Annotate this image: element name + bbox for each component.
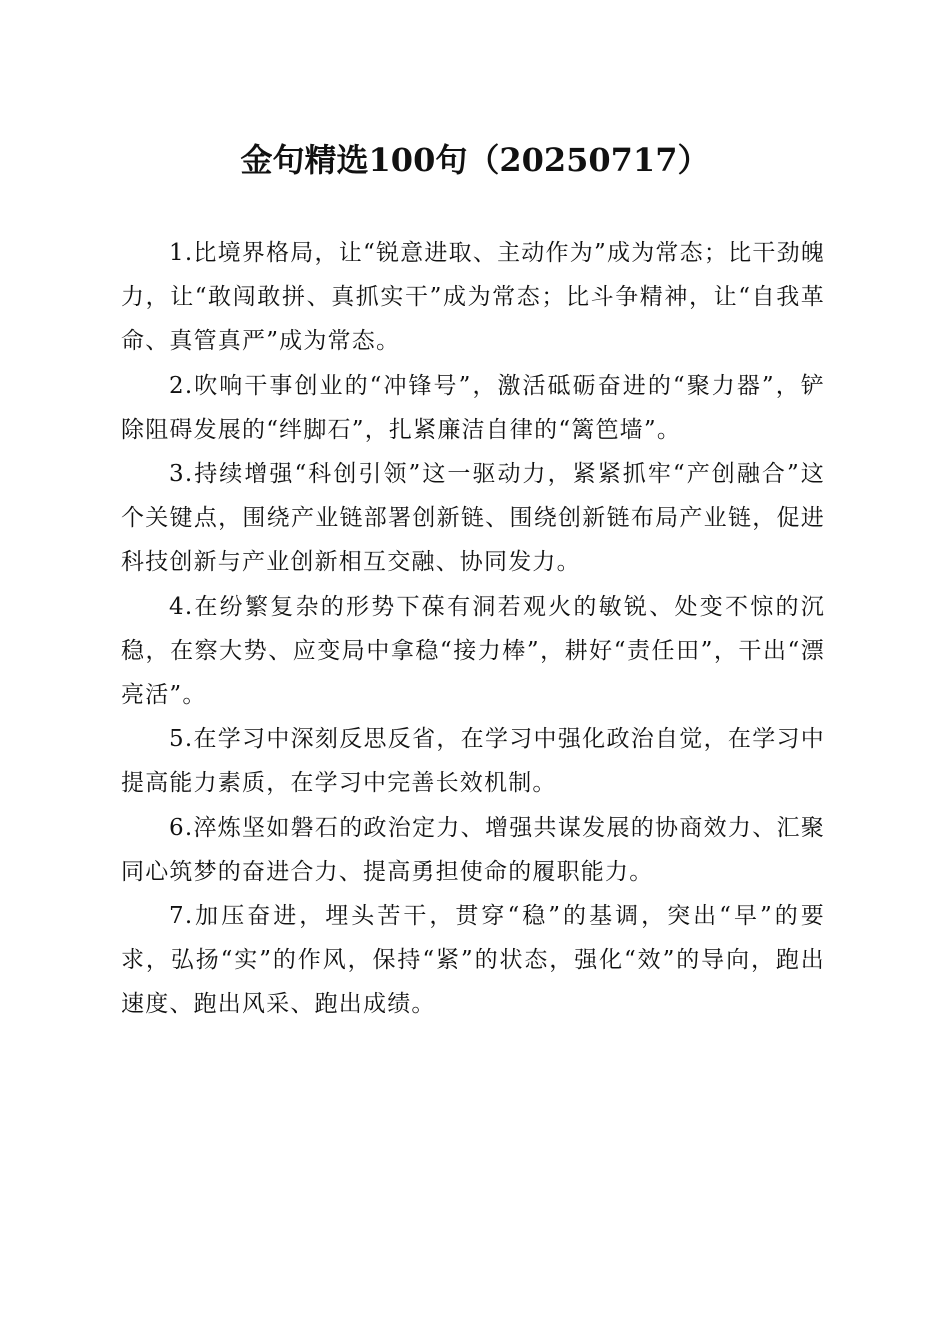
paragraph-4: 4.在纷繁复杂的形势下葆有洞若观火的敏锐、处变不惊的沉稳，在察大势、应变局中拿稳“接力棒”，耕好“责任田”，干出“漂亮活”。 [121, 593, 825, 709]
document-title: 金句精选100句（20250717） [240, 141, 710, 179]
paragraph-3: 3.持续增强“科创引领”这一驱动力，紧紧抓牢“产创融合”这个关键点，围绕产业链部署创新链、围绕创新链布局产业链，促进科技创新与产业创新相互交融、协同发力。 [121, 461, 825, 576]
paragraph-6: 6.淬炼坚如磐石的政治定力、增强共谋发展的协商效力、汇聚同心筑梦的奋进合力、提高勇担使命的履职能力。 [121, 814, 825, 885]
document-body [121, 231, 825, 1027]
paragraph-5: 5.在学习中深刻反思反省，在学习中强化政治自觉，在学习中提高能力素质，在学习中完善长效机制。 [121, 726, 825, 797]
paragraph-1: 1.比境界格局，让“锐意进取、主动作为”成为常态；比干劲魄力，让“敢闯敢拼、真抓实干”成为常态；比斗争精神，让“自我革命、真管真严”成为常态。 [121, 240, 825, 355]
paragraph-2: 2.吹响干事创业的“冲锋号”，激活砥砺奋进的“聚力器”，铲除阻碍发展的“绊脚石”，扎紧廉洁自律的“篱笆墙”。 [121, 372, 825, 443]
paragraph-7: 7.加压奋进，埋头苦干，贯穿“稳”的基调，突出“早”的要求，弘扬“实”的作风，保持“紧”的状态，强化“效”的导向，跑出速度、跑出风采、跑出成绩。 [121, 903, 825, 1018]
